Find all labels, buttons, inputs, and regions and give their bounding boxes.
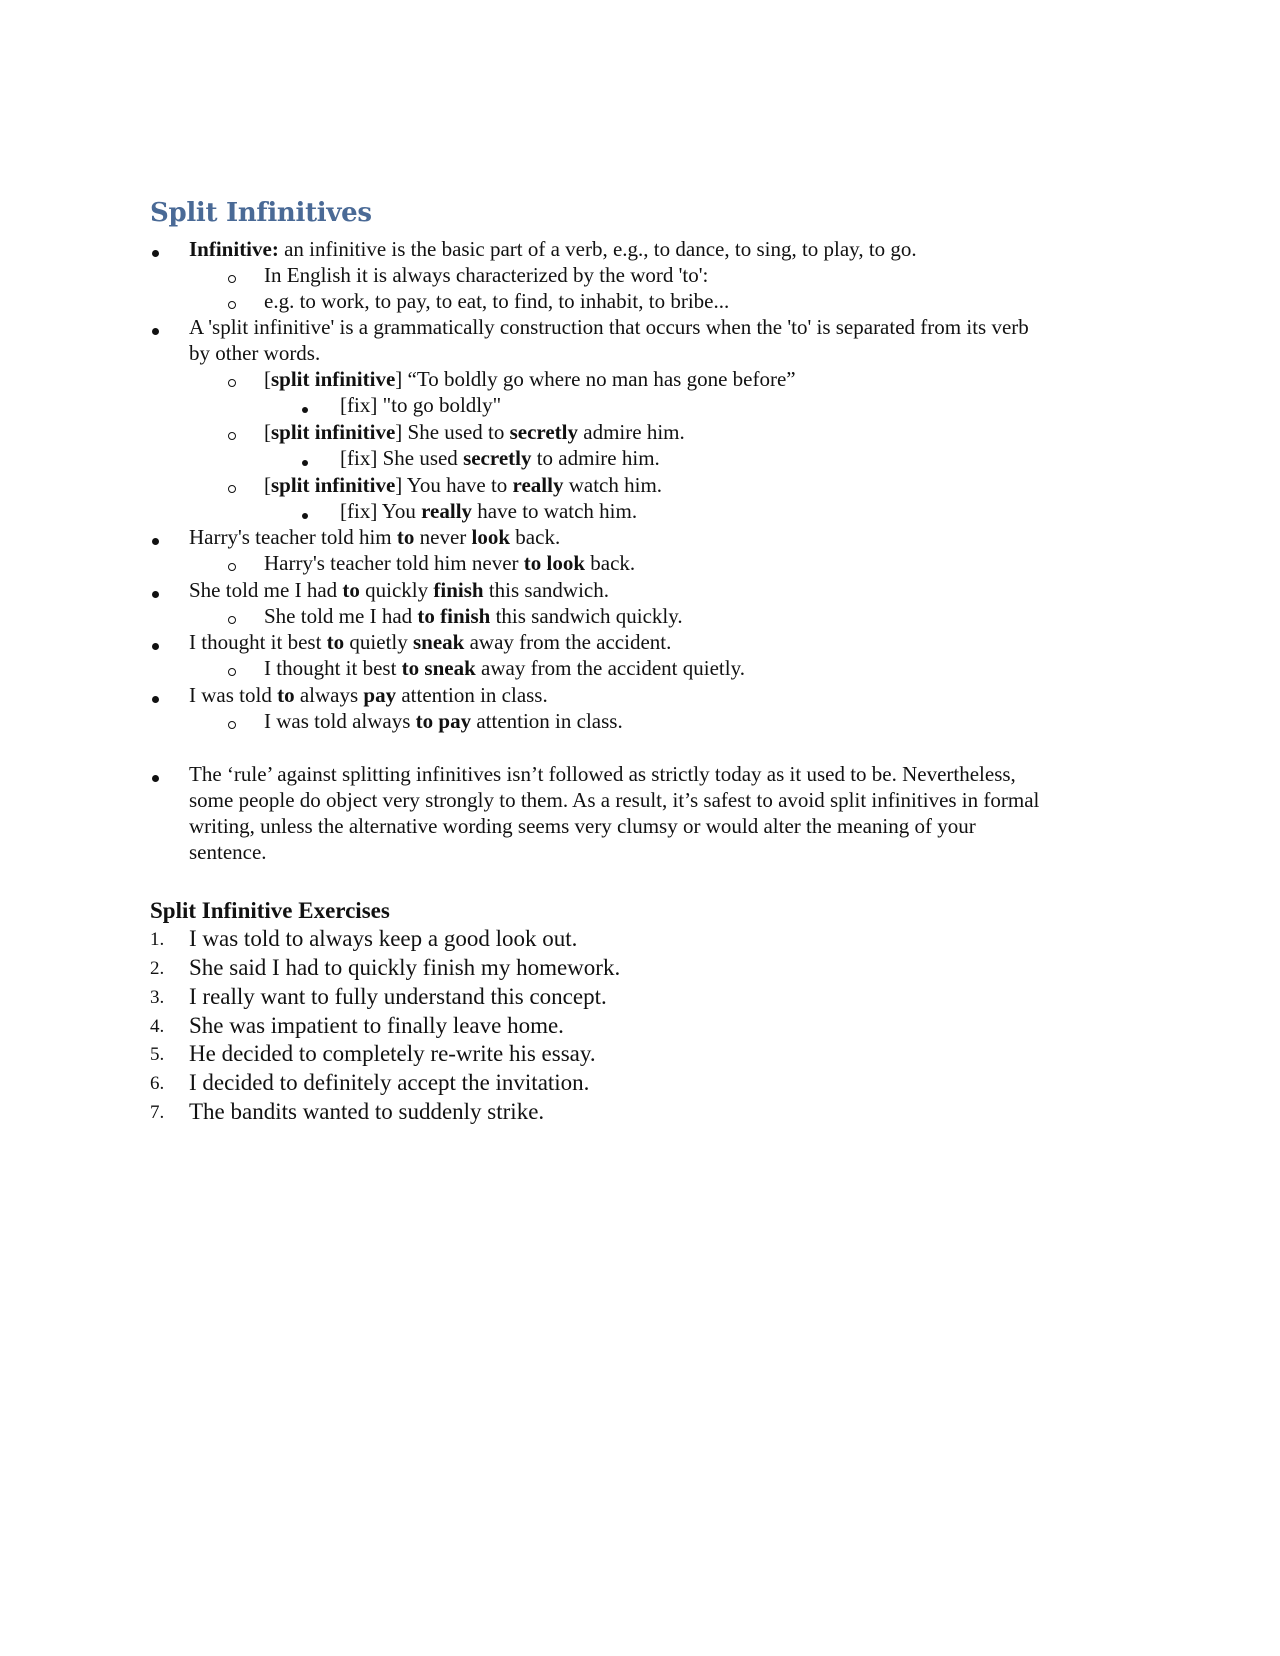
sub-bullet-marker xyxy=(228,367,236,393)
bullet-marker xyxy=(152,683,159,709)
bullet-harry-split: Harry's teacher told him to never look back. xyxy=(189,525,561,549)
sub-bullet-marker xyxy=(228,656,236,682)
bullet-attention-split: I was told to always pay attention in class. xyxy=(189,683,548,707)
sub-bullet-marker xyxy=(228,473,236,499)
rule-paragraph-line4: sentence. xyxy=(189,840,267,864)
exercise-number: 2. xyxy=(150,958,165,979)
bullet-marker xyxy=(152,762,159,788)
example-split-2: [split infinitive] She used to secretly admire him. xyxy=(264,420,685,444)
rule-paragraph-line1: The ‘rule’ against splitting infinitives isn’t followed as strictly today as it used to be. Nevertheless, xyxy=(189,762,1016,786)
sub-sub-bullet-marker xyxy=(302,446,308,472)
sub-bullet-examples: e.g. to work, to pay, to eat, to find, to inhabit, to bribe... xyxy=(264,289,730,313)
exercise-number: 4. xyxy=(150,1016,165,1037)
exercise-item: She said I had to quickly finish my homework. xyxy=(189,955,621,980)
sub-bullet-sneak-fix: I thought it best to sneak away from the accident quietly. xyxy=(264,656,745,680)
exercise-number: 5. xyxy=(150,1044,165,1065)
bullet-marker xyxy=(152,315,159,341)
example-fix-3: [fix] You really have to watch him. xyxy=(340,499,638,523)
sub-bullet-attention-fix: I was told always to pay attention in class. xyxy=(264,709,623,733)
term-infinitive: Infinitive: xyxy=(189,237,279,261)
bullet-split-definition-line1: A 'split infinitive' is a grammatically construction that occurs when the 'to' is separated from its verb xyxy=(189,315,1029,339)
sub-bullet-marker xyxy=(228,289,236,315)
sub-bullet-to-characterized: In English it is always characterized by the word 'to': xyxy=(264,263,709,287)
sub-sub-bullet-marker xyxy=(302,499,308,525)
example-split-3: [split infinitive] You have to really watch him. xyxy=(264,473,663,497)
sub-bullet-harry-fix: Harry's teacher told him never to look back. xyxy=(264,551,636,575)
sub-bullet-marker xyxy=(228,604,236,630)
exercise-number: 6. xyxy=(150,1073,165,1094)
example-split-1: [split infinitive] “To boldly go where no man has gone before” xyxy=(264,367,796,391)
bullet-marker xyxy=(152,525,159,551)
bullet-sneak-split: I thought it best to quietly sneak away from the accident. xyxy=(189,630,672,654)
exercise-number: 3. xyxy=(150,987,165,1008)
sub-bullet-marker xyxy=(228,263,236,289)
exercise-item: I really want to fully understand this concept. xyxy=(189,984,607,1009)
rule-paragraph-line2: some people do object very strongly to them. As a result, it’s safest to avoid split infinitives in formal xyxy=(189,788,1040,812)
bullet-marker xyxy=(152,237,159,263)
exercise-number: 1. xyxy=(150,929,165,950)
sub-bullet-marker xyxy=(228,709,236,735)
page-title: Split Infinitives xyxy=(150,198,372,228)
rule-paragraph-line3: writing, unless the alternative wording seems very clumsy or would alter the meaning of your xyxy=(189,814,976,838)
bullet-infinitive-definition: Infinitive: an infinitive is the basic part of a verb, e.g., to dance, to sing, to play, to go. xyxy=(189,237,917,261)
exercises-heading: Split Infinitive Exercises xyxy=(150,898,390,923)
bullet-marker xyxy=(152,578,159,604)
example-fix-2: [fix] She used secretly to admire him. xyxy=(340,446,660,470)
bullet-marker xyxy=(152,630,159,656)
bullet-sandwich-split: She told me I had to quickly finish this sandwich. xyxy=(189,578,609,602)
exercise-number: 7. xyxy=(150,1102,165,1123)
exercise-item: She was impatient to finally leave home. xyxy=(189,1013,564,1038)
exercise-item: He decided to completely re-write his essay. xyxy=(189,1041,596,1066)
exercise-item: I decided to definitely accept the invitation. xyxy=(189,1070,590,1095)
bullet-split-definition-line2: by other words. xyxy=(189,341,321,365)
sub-bullet-marker xyxy=(228,420,236,446)
sub-bullet-sandwich-fix: She told me I had to finish this sandwich quickly. xyxy=(264,604,683,628)
sub-sub-bullet-marker xyxy=(302,393,308,419)
sub-bullet-marker xyxy=(228,551,236,577)
example-fix-1: [fix] "to go boldly" xyxy=(340,393,502,417)
exercise-item: I was told to always keep a good look out. xyxy=(189,926,578,951)
exercise-item: The bandits wanted to suddenly strike. xyxy=(189,1099,545,1124)
